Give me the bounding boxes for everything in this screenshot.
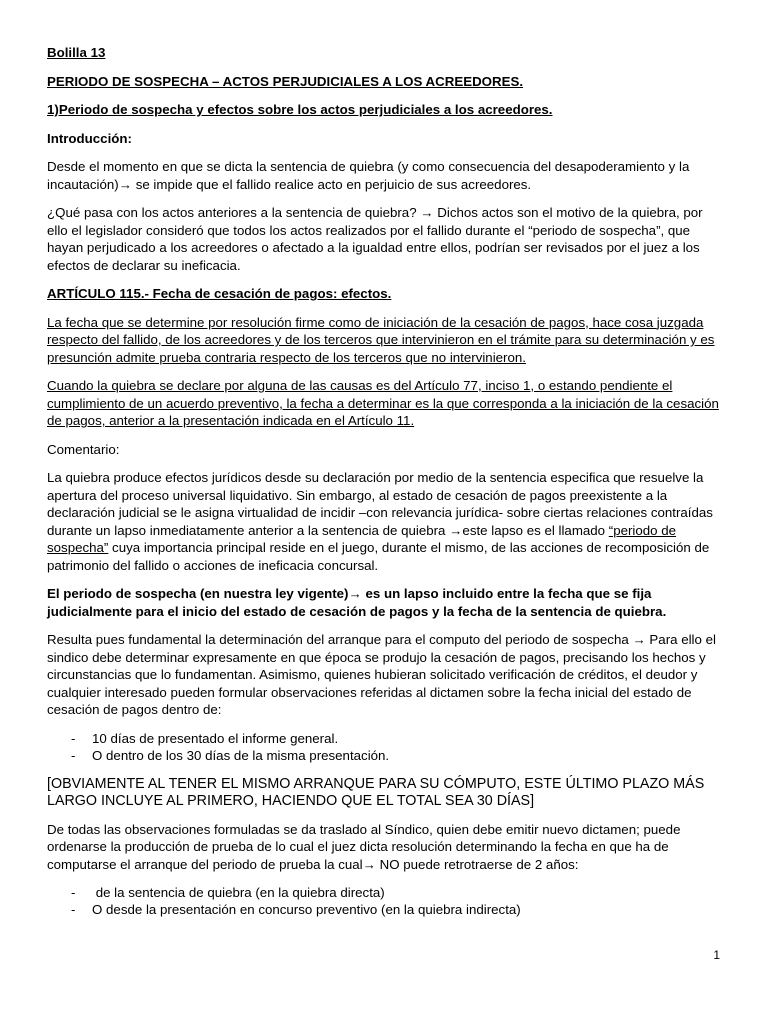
list-item [47, 730, 723, 747]
list-item [47, 901, 723, 918]
paragraph-question: ¿Qué pasa con los actos anteriores a la sentencia de quiebra? → Dichos actos son el motivo de la quiebra, por ello el legislador consideró que todos los actos realizados por el fallido durante el “periodo de sospecha”, que hayan perjudicado a los acreedores o afectado a la igualdad entre ellos, podrían ser revisados por el juez a los efectos de declarar su ineficacia. [47, 205, 703, 273]
list-item [47, 747, 723, 764]
list-item-text: O dentro de los 30 días de la misma presentación. [92, 747, 390, 763]
list-item-text: de la sentencia de quiebra (en la quiebra directa) [92, 885, 385, 900]
bolilla-heading: Bolilla 13 [47, 45, 106, 60]
comment-text-before: La quiebra produce efectos jurídicos desde su declaración por medio de la sentencia especifica que resuelve la apertura del proceso universal liquidativo. Sin embargo, al estado de cesación de pagos preexistente a la declaración judicial se le asigna virtualidad de incidir –con relevancia jurídica- sobre ciertas relaciones contraídas durante un lapso inmediatamente anterior a la sentencia de quiebra →este lapso es el llamado [47, 470, 713, 538]
comment-text-after: cuya importancia principal reside en el juego, durante el mismo, de las acciones de recomposición de patrimonio del fallido o acciones de ineficacia concursal. [47, 540, 710, 573]
document-title: PERIODO DE SOSPECHA – ACTOS PERJUDICIALES A LOS ACREEDORES. [47, 73, 524, 89]
section-heading: 1)Periodo de sospecha y efectos sobre los actos perjudiciales a los acreedores. [47, 102, 553, 117]
periodo-de-sospecha-term: “periodo de sospecha” [47, 522, 677, 555]
article-heading: ARTÍCULO 115.- Fecha de cesación de pagos: efectos. [47, 286, 392, 301]
dash-bullet: - [71, 730, 76, 746]
list-item-text: O desde la presentación en concurso preventivo (en la quiebra indirecta) [92, 902, 521, 917]
dash-bullet: - [71, 747, 76, 763]
paragraph-observations: De todas las observaciones formuladas se da traslado al Síndico, quien debe emitir nuevo dictamen; puede ordenarse la producción de prueba de lo cual el juez dicta resolución determinando la fecha en que ha de computarse el arranque del periodo de prueba la cual→ NO puede retrotraerse de 2 años: [47, 821, 681, 872]
intro-heading: Introducción: [47, 130, 132, 146]
article-paragraph-2: Cuando la quiebra se declare por alguna de las causas es del Artículo 77, inciso 1, o estando pendiente el cumplimiento de un acuerdo preventivo, la fecha a determinar es la que corresponda a la iniciación de la cesación de pagos, anterior a la presentación indicada en el Artículo 11. [47, 378, 719, 428]
list-item-text: 10 días de presentado el informe general. [92, 730, 339, 746]
article-paragraph-1: La fecha que se determine por resolución firme como de iniciación de la cesación de pagos, hace cosa juzgada respecto del fallido, de los acreedores y de los terceros que intervinieron en el trámite para su determinación y es presunción admite prueba contraria respecto de los terceros que no intervinieron. [47, 314, 715, 365]
bracket-note: [OBVIAMENTE AL TENER EL MISMO ARRANQUE PARA SU CÓMPUTO, ESTE ÚLTIMO PLAZO MÁS LARGO INCLUYE AL PRIMERO, HACIENDO QUE EL TOTAL SEA 30 DÍAS] [47, 775, 705, 809]
retro-list [47, 884, 723, 918]
document-page [47, 44, 723, 930]
paragraph-intro: Desde el momento en que se dicta la sentencia de quiebra (y como consecuencia del desapoderamiento y la incautación)→ se impide que el fallido realice acto en perjuicio de sus acreedores. [47, 159, 690, 192]
paragraph-determination: Resulta pues fundamental la determinación del arranque para el computo del periodo de sospecha → Para ello el sindico debe determinar expresamente en que época se produjo la cesación de pagos, precisando los hechos y circunstancias que lo fundamentan. Asimismo, quienes hubieran solicitado verificación de créditos, el deudor y cualquier interesado pueden formular observaciones referidas al dictamen sobre la fecha inicial del estado de cesación de pagos dentro de: [47, 632, 716, 717]
comment-paragraph [47, 469, 723, 574]
comment-label: Comentario: [47, 441, 120, 457]
dash-bullet: - [71, 885, 76, 900]
list-item [47, 884, 723, 901]
dash-bullet: - [71, 902, 76, 917]
definition-paragraph: El periodo de sospecha (en nuestra ley vigente)→ es un lapso incluido entre la fecha que se fija judicialmente para el inicio del estado de cesación de pagos y la fecha de la sentencia de quiebra. [47, 586, 667, 619]
deadline-list [47, 730, 723, 764]
page-number: 1 [713, 948, 720, 962]
